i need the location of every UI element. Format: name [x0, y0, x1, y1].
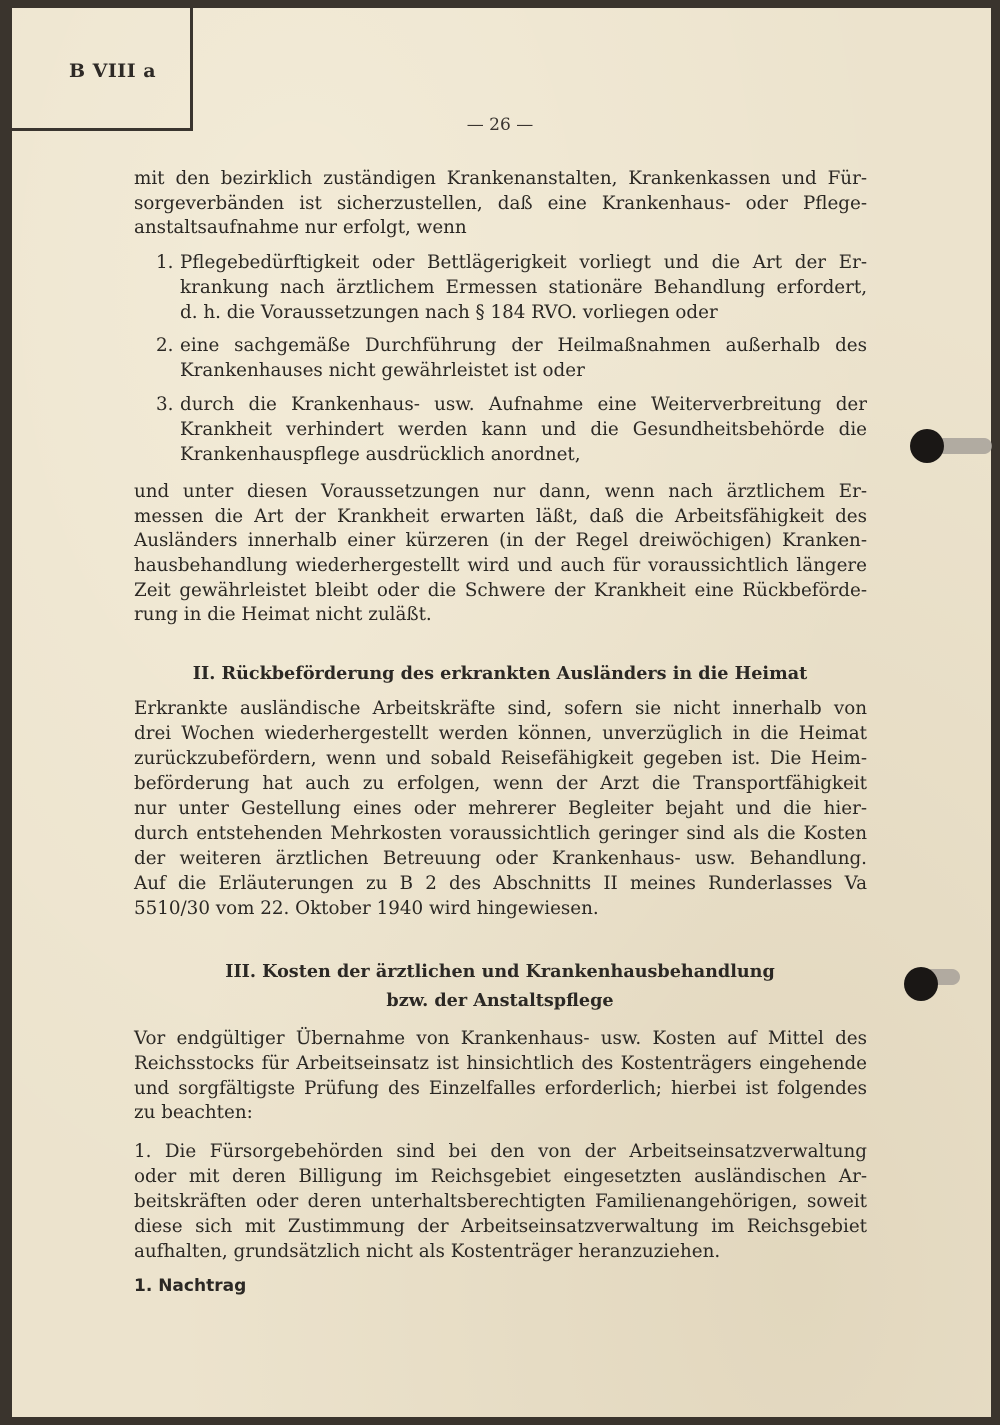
condition-line: durch die Krankenhaus- usw. Aufnahme eine Weiterverbreitung der	[180, 394, 867, 415]
page-number: — 26 —	[466, 115, 534, 135]
section-3-item-line: beitskräften oder deren unterhaltsberechtigten Familienangehörigen, soweit	[134, 1191, 867, 1212]
intro-line: sorgeverbänden ist sicherzustellen, daß eine Krankenhaus- oder Pflege-	[134, 193, 867, 214]
section-2-heading: II. Rückbeförderung des erkrankten Ausländers in die Heimat	[192, 663, 808, 684]
condition-number: 1.	[156, 252, 174, 273]
section-2-line: beförderung hat auch zu erfolgen, wenn der Arzt die Transportfähigkeit	[134, 773, 867, 794]
condition-number: 3.	[156, 394, 174, 415]
continuation-line: messen die Art der Krankheit erwarten läßt, daß die Arbeitsfähigkeit des	[134, 506, 867, 527]
continuation-line: hausbehandlung wiederhergestellt wird und auch für voraussichtlich längere	[134, 555, 867, 576]
section-2-line: zurückzubefördern, wenn und sobald Reisefähigkeit gegeben ist. Die Heim-	[134, 748, 867, 769]
condition-line: d. h. die Voraussetzungen nach § 184 RVO. vorliegen oder	[180, 302, 718, 323]
section-3-item-line: 1. Die Fürsorgebehörden sind bei den von der Arbeitseinsatzverwaltung	[134, 1141, 867, 1162]
continuation-line: Ausländers innerhalb einer kürzeren (in der Regel dreiwöchigen) Kranken-	[134, 530, 867, 551]
section-2-line: Erkrankte ausländische Arbeitskräfte sind, sofern sie nicht innerhalb von	[134, 698, 867, 719]
section-3-item-line: aufhalten, grundsätzlich nicht als Kostenträger heranzuziehen.	[134, 1241, 721, 1262]
condition-line: krankung nach ärztlichem Ermessen stationäre Behandlung erfordert,	[180, 277, 867, 298]
section-3-line: Vor endgültiger Übernahme von Krankenhaus- usw. Kosten auf Mittel des	[134, 1028, 867, 1049]
section-3-line: Reichsstocks für Arbeitseinsatz ist hinsichtlich des Kostenträgers eingehende	[134, 1053, 867, 1074]
scan-border-right	[991, 0, 1000, 1425]
section-2-line: der weiteren ärztlichen Betreuung oder Krankenhaus- usw. Behandlung.	[134, 848, 867, 869]
section-3-item-line: diese sich mit Zustimmung der Arbeitseinsatzverwaltung im Reichsgebiet	[134, 1216, 867, 1237]
section-2-line: nur unter Gestellung eines oder mehrerer Begleiter bejaht und die hier-	[134, 798, 867, 819]
section-3-heading: III. Kosten der ärztlichen und Krankenhausbehandlung	[225, 961, 775, 982]
section-2-line: Auf die Erläuterungen zu B 2 des Abschnitts II meines Runderlasses Va	[134, 873, 867, 894]
section-3-line: und sorgfältigste Prüfung des Einzelfalles erforderlich; hierbei ist folgendes	[134, 1078, 867, 1099]
section-code: B VIII a	[69, 60, 157, 82]
section-2-line: 5510/30 vom 22. Oktober 1940 wird hingewiesen.	[134, 898, 599, 919]
condition-line: Krankenhauspflege ausdrücklich anordnet,	[180, 444, 581, 465]
intro-line: mit den bezirklich zuständigen Krankenanstalten, Krankenkassen und Für-	[134, 168, 867, 189]
scan-border-bottom	[0, 1417, 1000, 1425]
section-2-line: drei Wochen wiederhergestellt werden können, unverzüglich in die Heimat	[134, 723, 867, 744]
condition-line: eine sachgemäße Durchführung der Heilmaßnahmen außerhalb des	[180, 335, 867, 356]
continuation-line: und unter diesen Voraussetzungen nur dann, wenn nach ärztlichem Er-	[134, 481, 867, 502]
condition-number: 2.	[156, 335, 174, 356]
scan-border-left	[0, 0, 12, 1425]
condition-line: Krankenhauses nicht gewährleistet ist oder	[180, 360, 585, 381]
scan-border-top	[0, 0, 1000, 8]
section-3-line: zu beachten:	[134, 1102, 253, 1123]
punch-hole	[904, 967, 938, 1001]
section-3-item-line: oder mit deren Billigung im Reichsgebiet eingesetzten ausländischen Ar-	[134, 1166, 867, 1187]
condition-line: Pflegebedürftigkeit oder Bettlägerigkeit vorliegt und die Art der Er-	[180, 252, 867, 273]
continuation-line: Zeit gewährleistet bleibt oder die Schwere der Krankheit eine Rückbeförde-	[134, 580, 867, 601]
punch-hole-tear	[940, 438, 992, 454]
intro-line: anstaltsaufnahme nur erfolgt, wenn	[134, 217, 467, 238]
supplement-note: 1. Nachtrag	[134, 1276, 247, 1296]
section-3-subheading: bzw. der Anstaltspflege	[386, 990, 614, 1011]
punch-hole	[910, 429, 944, 463]
section-2-line: durch entstehenden Mehrkosten voraussichtlich geringer sind als die Kosten	[134, 823, 867, 844]
continuation-line: rung in die Heimat nicht zuläßt.	[134, 604, 432, 625]
condition-line: Krankheit verhindert werden kann und die Gesundheitsbehörde die	[180, 419, 867, 440]
